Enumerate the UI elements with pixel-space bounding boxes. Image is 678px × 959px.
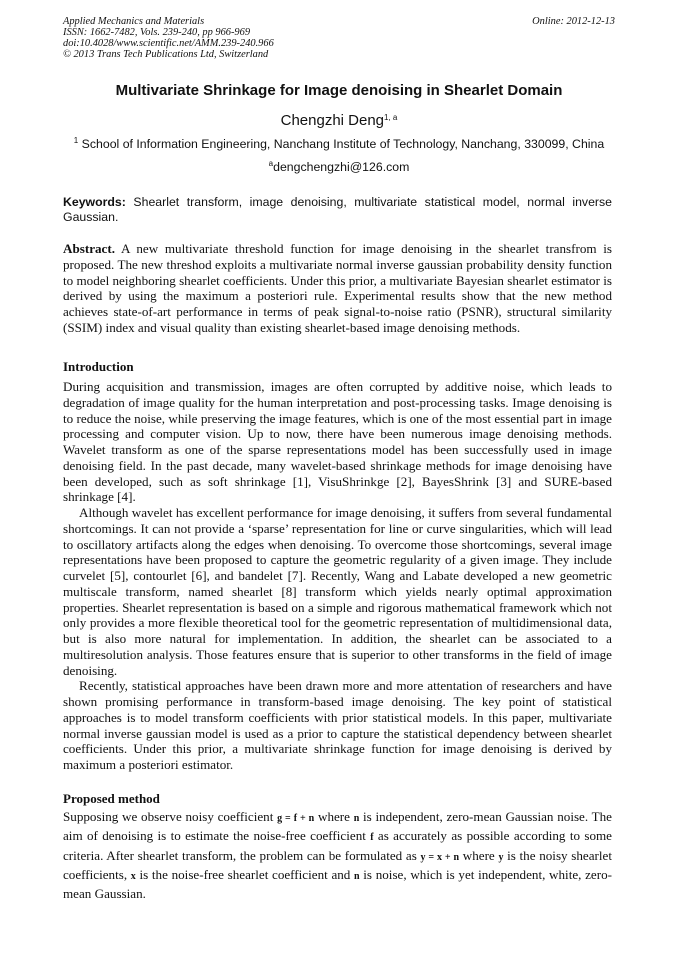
author-name: Chengzhi Deng: [280, 112, 385, 129]
journal-header: [63, 16, 274, 60]
email-text: dengchengzhi@126.com: [273, 160, 410, 174]
equation: y = x + n: [420, 851, 460, 863]
affiliation-text: School of Information Engineering, Nanchang Institute of Technology, Nanchang, 330099, China: [81, 137, 605, 151]
introduction-heading: Introduction: [63, 359, 134, 374]
math-var: n: [353, 813, 360, 824]
author: [0, 112, 678, 129]
text: as accurately as possible according to some criteria. After shearlet transform, the problem can be formulated as: [63, 828, 612, 863]
paragraph: During acquisition and transmission, images are often corrupted by additive noise, which leads to degradation of image quality for the human interpretation and post-processing tasks. Image denoising is to reduce the noise, while preserving the image features, which is one of the most essential part in image processing and computer vision. Up to now, there have been numerous image denoising methods. Wavelet transform as one of the sparse representations model has been successfully used in image denoising field. In the past decade, many wavelet-based shrinkage methods for image denoising have been developed, such as soft shrinkage [1], VisuShrinkge [2], BayesShrink [3] and SURE-based shrinkage [4].: [63, 379, 612, 505]
doi: doi:10.4028/www.scientific.net/AMM.239-240.966: [63, 38, 274, 49]
math-var: x: [130, 870, 136, 882]
email-sup: a: [268, 159, 274, 168]
introduction-body: [63, 379, 612, 773]
math-var: f: [370, 832, 374, 844]
equation: g = f + n: [277, 813, 315, 824]
math-var: n: [354, 870, 360, 882]
abstract: [63, 241, 612, 336]
text: is the noisy shearlet coefficients,: [63, 847, 612, 882]
math-var: y: [498, 851, 504, 863]
affiliation: [0, 137, 678, 151]
paragraph: Recently, statistical approaches have been drawn more and more attentation of researchers and have shown promising performance in transform-based image denoising. The key point of statistical approaches is to model transform coefficients with prior statistical models. In this paper, multivariate normal inverse gaussian model is used as a prior to capture the statistical dependency between shearlet coefficients. Under this prior, a multivariate shrinkage function for image denoising is derived by maximum a posteriori estimator.: [63, 678, 612, 772]
journal-name: Applied Mechanics and Materials: [63, 16, 205, 27]
proposed-heading: Proposed method: [63, 791, 160, 806]
abstract-label: Abstract.: [63, 241, 115, 256]
text: where: [459, 847, 499, 863]
paragraph: Although wavelet has excellent performance for image denoising, it suffers from several fundamental shortcomings. It can not provide a ‘sparse’ representation for line or curve singularities, which will lead to oscillatory artifacts along the edges when denoising. To overcome those shortcomings, several image representations have been proposed to capture the geometric regularity of a given image. They include curvelet [5], contourlet [6], and bandelet [7]. Recently, Wang and Labate developed a new geometric multiscale transform, named shearlet [8] transform which yields nearly optimal approximation properties. Shearlet representation is based on a simple and rigorous mathematical framework which not only provides a more flexible theoretical tool for the geometric representation of multidimensional data, but is also more natural for implementation. In addition, the shearlet can be associated to a multiresolution analysis. Those features ensure that is superior to other transforms in the field of image denoising.: [63, 505, 612, 678]
text: is noise, which is yet independent, white, zero-mean Gaussian.: [63, 866, 612, 902]
text: is independent, zero-mean Gaussian noise. The aim of denoising is to estimate the noise-free coefficient: [63, 809, 612, 844]
keywords-text: Shearlet transform, image denoising, multivariate statistical model, normal inverse Gaussian.: [63, 195, 612, 224]
keywords-label: Keywords:: [63, 195, 126, 209]
email: [0, 160, 678, 174]
abstract-text: A new multivariate threshold function for image denoising in the shearlet transfrom is proposed. The new threshod exploits a multivariate normal inverse gaussian probability density function to model neighboring shearlet coefficients. Under this prior, a multivariate Bayesian shearlet estimator is derived by using the maximum a posteriori rule. Experimental results show that the new method achieves state-of-art performance in terms of peak signal-to-noise ratio (PSNR), structural similarity (SSIM) index and visual quality than existing shearlet-based image denoising methods.: [63, 241, 612, 335]
copyright: © 2013 Trans Tech Publications Ltd, Switzerland: [63, 49, 269, 60]
text: Supposing we observe noisy coefficient: [63, 809, 278, 824]
text: where: [314, 809, 354, 824]
online-date: Online: 2012-12-13: [532, 16, 615, 27]
proposed-body: [63, 808, 612, 902]
affiliation-sup: 1: [73, 136, 79, 145]
text: is the noise-free shearlet coefficient and: [135, 866, 355, 882]
paper-title: Multivariate Shrinkage for Image denoising in Shearlet Domain: [115, 82, 563, 99]
author-sup: 1, a: [384, 113, 398, 122]
issn: ISSN: 1662-7482, Vols. 239-240, pp 966-969: [63, 27, 251, 38]
keywords: [63, 195, 612, 225]
